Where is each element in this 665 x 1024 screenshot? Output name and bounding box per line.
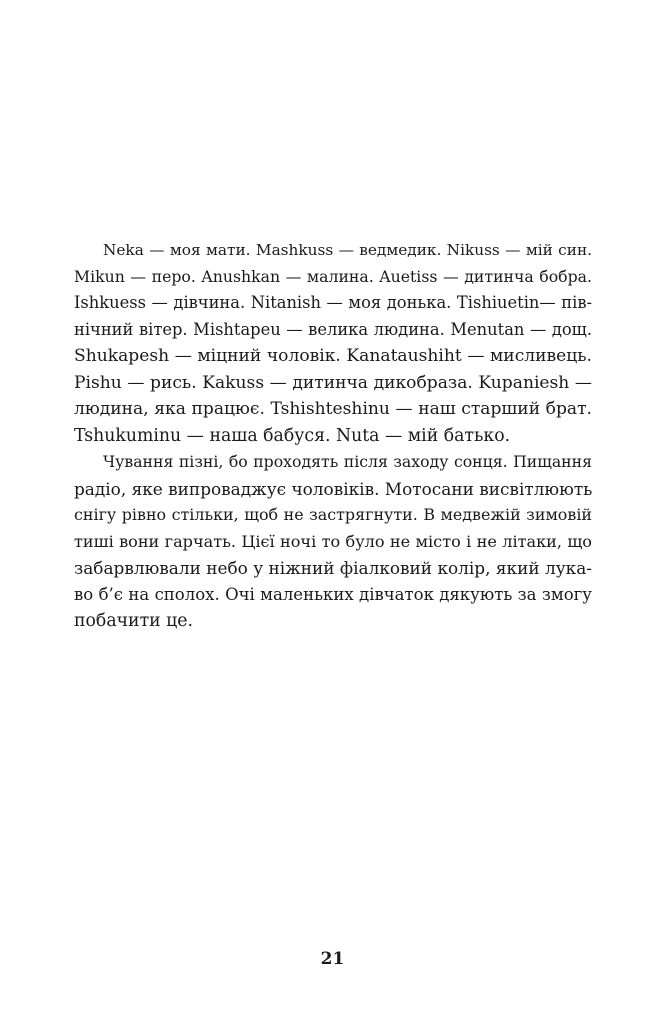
- paragraph-1: [74, 237, 592, 449]
- text-line: людина, яка працює. Tshishteshinu — наш старший брат.: [74, 399, 592, 419]
- text-line: радіо, яке випроваджує чоловіків. Мотосани висвітлюють: [74, 478, 593, 499]
- text-line: Чування пізні, бо проходять після заходу сонця. Пищання: [103, 452, 592, 471]
- paragraph-2: [74, 449, 592, 635]
- text-line: тиші вони гарчать. Цієї ночі то було не місто і не літаки, що: [74, 531, 592, 551]
- text-line: Pishu — рись. Kakuss — дитинча дикобраза. Kupaniesh —: [74, 372, 592, 393]
- text-line: Ishkuess — дівчина. Nitanish — моя донька. Tishiuetin— пів-: [74, 293, 592, 312]
- text-line: во б’є на сполох. Очі маленьких дівчаток дякують за змогу: [74, 584, 592, 604]
- text-line: Shukapesh — міцний чоловік. Kanataushiht — мисливець.: [74, 346, 592, 366]
- text-line: снігу рівно стільки, щоб не застрягнути. В медвежій зимовій: [74, 505, 592, 524]
- text-line: нічний вітер. Mishtapeu — велика людина. Menutan — дощ.: [74, 319, 592, 339]
- text-line: забарвлювали небо у ніжний фіалковий колір, який лука-: [74, 558, 592, 578]
- text-line: Neka — моя мати. Mashkuss — ведмедик. Nikuss — мій син.: [103, 241, 592, 259]
- text-line: Tshukuminu — наша бабуся. Nuta — мій батько.: [74, 425, 511, 446]
- text-line: побачити це.: [74, 611, 193, 631]
- page-number: 21: [320, 949, 345, 969]
- body-text: [74, 237, 592, 635]
- text-line: Mikun — перо. Anushkan — малина. Auetiss — дитинча бобра.: [74, 266, 592, 286]
